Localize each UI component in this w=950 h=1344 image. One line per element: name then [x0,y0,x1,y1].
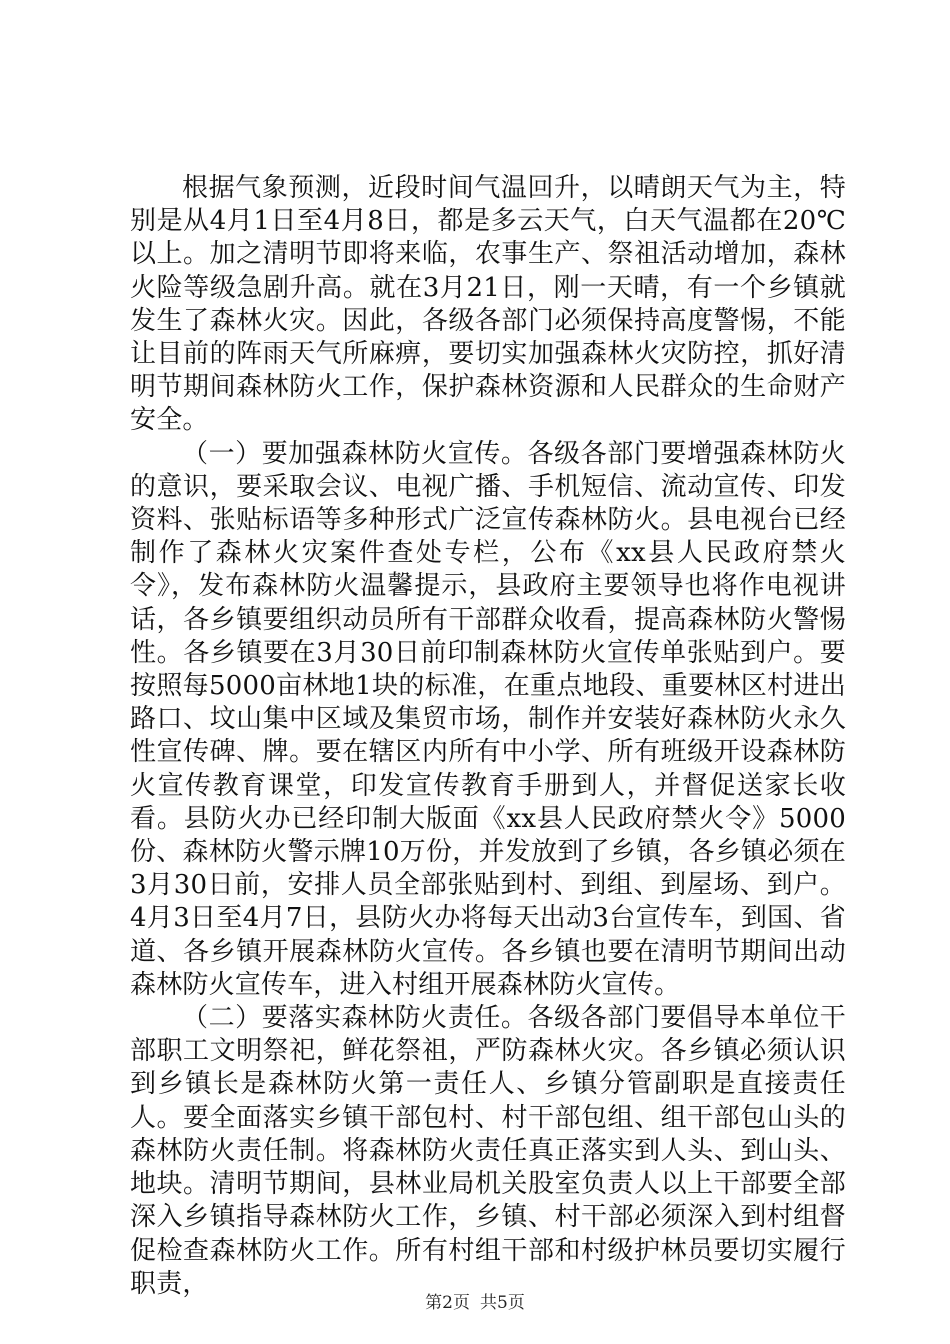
paragraph-responsibility: （二）要落实森林防火责任。各级各部门要倡导本单位干部职工文明祭祀，鲜花祭祖，严防森林火灾。各乡镇必须认识到乡镇长是森林防火第一责任人、乡镇分管副职是直接责任人。要全面落实乡镇干部包村、村干部包组、组干部包山头的森林防火责任制。将森林防火责任真正落实到人头、到山头、地块。清明节期间，县林业局机关股室负责人以上干部要全部深入乡镇指导森林防火工作，乡镇、村干部必须深入到村组督促检查森林防火工作。所有村组干部和村级护林员要切实履行职责， [130,1003,846,1299]
page-total: 共5页 [480,1293,525,1313]
document-body [130,172,846,1301]
paragraph-publicity: （一）要加强森林防火宣传。各级各部门要增强森林防火的意识，要采取会议、电视广播、手机短信、流动宣传、印发资料、张贴标语等多种形式广泛宣传森林防火。县电视台已经制作了森林火灾案件查处专栏，公布《xx县人民政府禁火令》，发布森林防火温馨提示，县政府主要领导也将作电视讲话，各乡镇要组织动员所有干部群众收看，提高森林防火警惕性。各乡镇要在3月30日前印制森林防火宣传单张贴到户。要按照每5000亩林地1块的标准，在重点地段、重要林区村进出路口、坟山集中区域及集贸市场，制作并安装好森林防火永久性宣传碑、牌。要在辖区内所有中小学、所有班级开设森林防火宣传教育课堂，印发宣传教育手册到人，并督促送家长收看。县防火办已经印制大版面《xx县人民政府禁火令》5000份、森林防火警示牌10万份，并发放到了乡镇，各乡镇必须在3月30日前，安排人员全部张贴到村、到组、到屋场、到户。4月3日至4月7日，县防火办将每天出动3台宣传车，到国、省道、各乡镇开展森林防火宣传。各乡镇也要在清明节期间出动森林防火宣传车，进入村组开展森林防火宣传。 [130,438,846,1000]
paragraph-weather-forecast: 根据气象预测，近段时间气温回升，以晴朗天气为主，特别是从4月1日至4月8日，都是多云天气，白天气温都在20℃以上。加之清明节即将来临，农事生产、祭祖活动增加，森林火险等级急剧升高。就在3月21日，刚一天晴，有一个乡镇就发生了森林火灾。因此，各级各部门必须保持高度警惕，不能让目前的阵雨天气所麻痹，要切实加强森林火灾防控，抓好清明节期间森林防火工作，保护森林资源和人民群众的生命财产安全。 [130,173,846,436]
page-footer [0,1288,950,1313]
page-number: 第2页 [425,1293,470,1313]
